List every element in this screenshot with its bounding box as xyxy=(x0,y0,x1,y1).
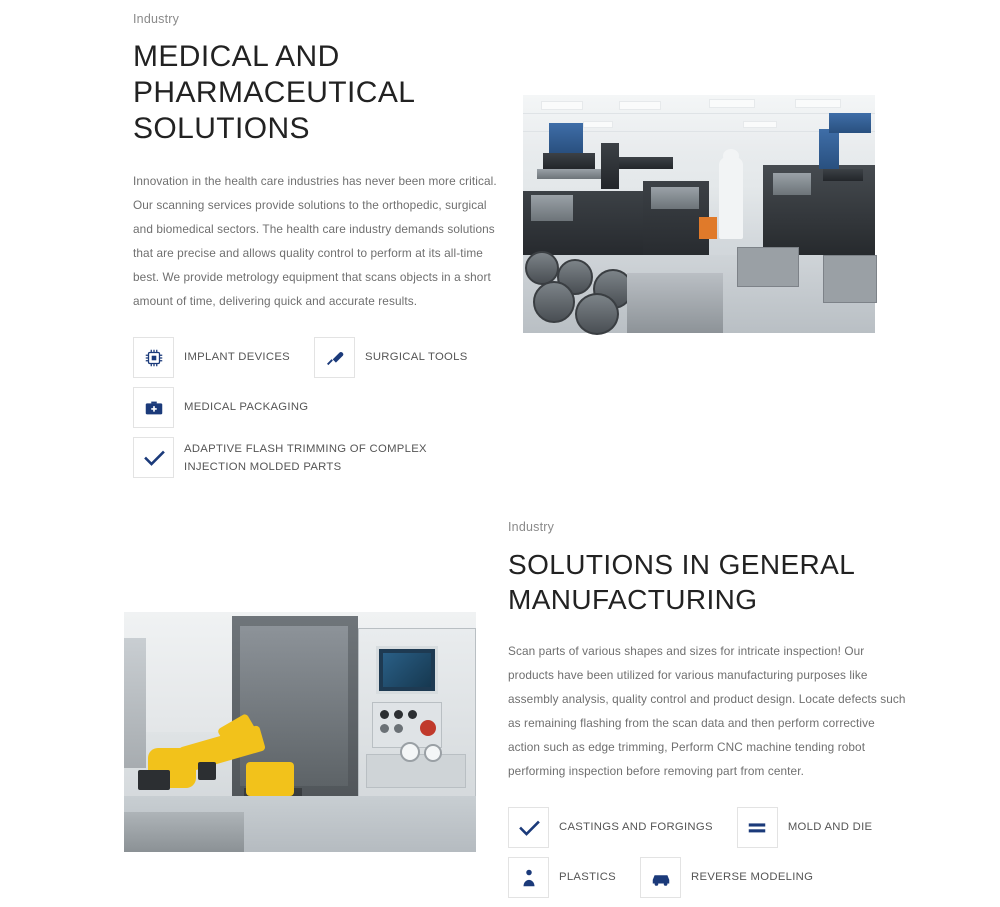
medical-industry-image xyxy=(523,95,875,333)
feature-label: MEDICAL PACKAGING xyxy=(184,401,309,413)
feature-label: ADAPTIVE FLASH TRIMMING OF COMPLEX INJECTION MOLDED PARTS xyxy=(184,443,427,473)
feature-row xyxy=(508,857,908,898)
feature-label: MOLD AND DIE xyxy=(787,821,873,833)
feature-label: IMPLANT DEVICES xyxy=(184,351,290,363)
scalpel-icon xyxy=(314,337,355,378)
manufacturing-industry-image xyxy=(124,612,476,852)
feature-label: CASTINGS AND FORGINGS xyxy=(559,821,713,833)
feature-castings-and-forgings[interactable] xyxy=(508,807,713,848)
feature-label: PLASTICS xyxy=(559,871,617,883)
industry-section-manufacturing xyxy=(0,500,1000,883)
eyebrow-label: Industry xyxy=(508,520,555,534)
medical-text-column xyxy=(133,12,498,487)
feature-row xyxy=(133,387,498,428)
section-title: SOLUTIONS IN GENERAL MANUFACTURING xyxy=(508,549,855,615)
feature-plastics[interactable] xyxy=(508,857,616,898)
medical-kit-icon xyxy=(133,387,174,428)
check-icon xyxy=(133,437,174,478)
check-icon xyxy=(508,807,549,848)
feature-label: REVERSE MODELING xyxy=(691,871,814,883)
feature-reverse-modeling[interactable] xyxy=(640,857,813,898)
feature-label: SURGICAL TOOLS xyxy=(365,351,468,363)
medical-feature-list xyxy=(133,337,498,478)
manufacturing-body-text: Scan parts of various shapes and sizes for intricate inspection! Our products have been utilized for various manufacturing purposes like assembly analysis, quality control and product design. Locate defects such as remaining flashing from the scan data and then perform corrective action such as edge trimming, Perform CNC machine tending robot performing inspection before removing part from center. xyxy=(508,644,906,778)
mold-die-icon xyxy=(737,807,778,848)
feature-row xyxy=(508,807,908,848)
feature-implant-devices[interactable] xyxy=(133,337,290,378)
feature-medical-packaging[interactable] xyxy=(133,387,308,428)
feature-row xyxy=(133,337,498,378)
feature-adaptive-flash-trimming[interactable] xyxy=(133,437,464,478)
plastics-icon xyxy=(508,857,549,898)
feature-mold-and-die[interactable] xyxy=(737,807,873,848)
manufacturing-text-column xyxy=(508,520,908,907)
eyebrow-label: Industry xyxy=(133,12,180,26)
page-title: MEDICAL AND PHARMACEUTICAL SOLUTIONS xyxy=(133,40,415,145)
feature-surgical-tools[interactable] xyxy=(314,337,468,378)
medical-body-text: Innovation in the health care industries has never been more critical. Our scanning services provide solutions to the orthopedic, surgical and biomedical sectors. The health care industry demands solutions that are precise and allows quality control to perform at its all-time best. We provide metrology equipment that scans objects in a short amount of time, delivering quick and accurate results. xyxy=(133,174,497,308)
manufacturing-feature-list xyxy=(508,807,908,898)
microchip-icon xyxy=(133,337,174,378)
feature-row xyxy=(133,437,498,478)
automotive-icon xyxy=(640,857,681,898)
